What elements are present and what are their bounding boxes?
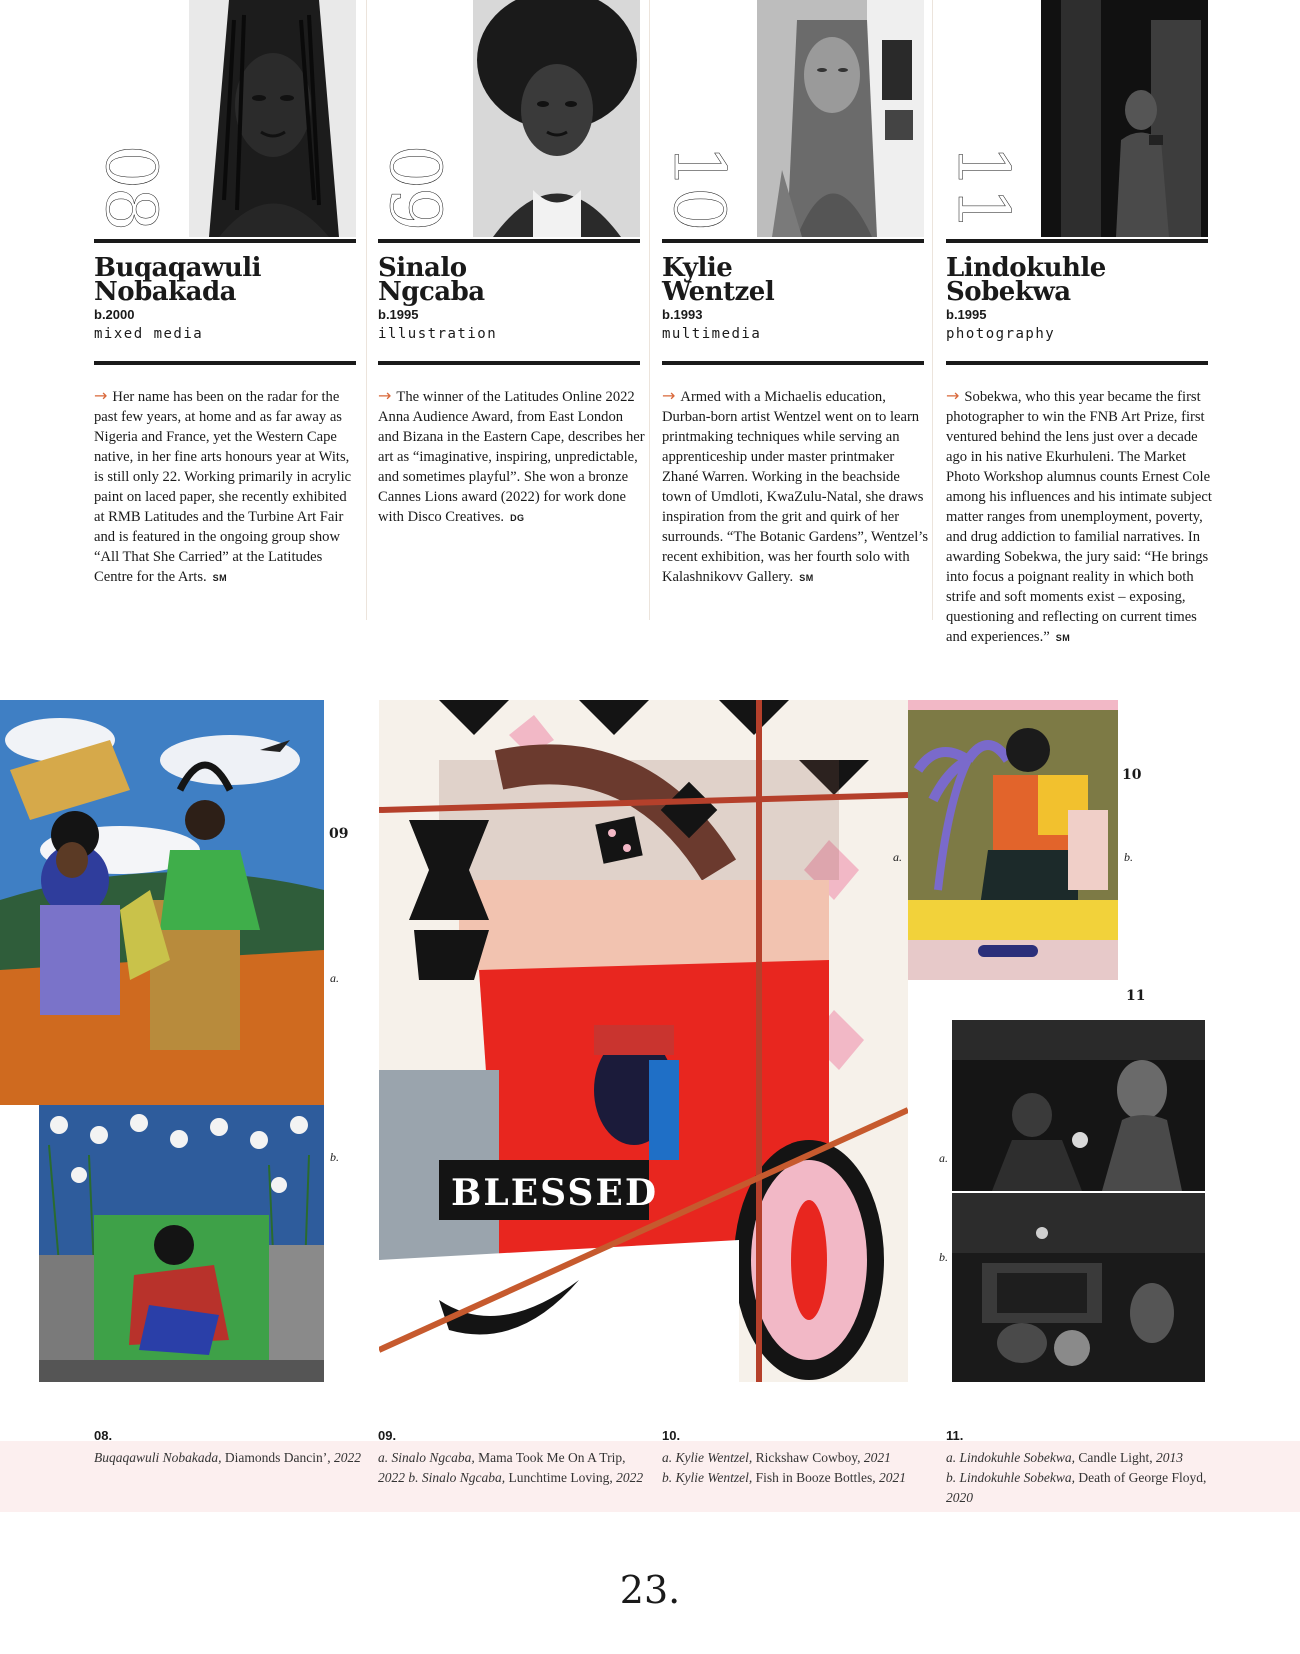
artwork-rickshaw-cowboy [908,700,1118,980]
artist-number: 08 [90,144,172,230]
column-divider [932,0,933,620]
author-initials: SM [799,573,814,583]
author-initials: SM [1055,633,1071,643]
divider-rule [94,239,356,243]
author-initials: SM [212,573,228,583]
artwork-lunchtime-loving [39,1105,324,1382]
plate-label-09: 09 [329,826,349,842]
artwork-death-of-george-floyd [952,1193,1205,1382]
plate-label-11: 11 [1126,988,1146,1004]
author-initials: DG [510,513,525,523]
caption-number: 10. [662,1428,681,1443]
artist-name: Buqaqawuli Nobakada [94,253,261,307]
blessed-text: BLESSED [451,1172,659,1214]
divider-rule [378,361,640,365]
page-number: 23. [619,1568,681,1612]
caption-number: 11. [946,1428,964,1443]
plate-letter-a: a. [939,1151,948,1165]
caption-text: a. Kylie Wentzel, Rickshaw Cowboy, 2021 b. Kylie Wentzel, Fish in Booze Bottles, 2021 [662,1450,907,1485]
caption-text: a. Sinalo Ngcaba, Mama Took Me On A Trip, 2022 b. Sinalo Ngcaba, Lunchtime Loving, 2022 [378,1450,644,1485]
artist-birth-year: b.1995 [378,307,419,322]
arrow-right-icon: → [378,386,392,405]
artist-portrait [189,0,356,237]
artist-medium: illustration [378,326,498,342]
plate-letter-b: b. [330,1150,339,1164]
artist-medium: photography [946,326,1056,342]
artwork-mama-took-me-on-a-trip [379,700,908,1382]
divider-rule [662,361,924,365]
artist-name: Sinalo Ngcaba [378,253,485,307]
caption-text: a. Lindokuhle Sobekwa, Candle Light, 2013 b. Lindokuhle Sobekwa, Death of George Floyd, 2020 [946,1450,1207,1505]
artist-birth-year: b.2000 [94,307,135,322]
divider-rule [946,239,1208,243]
divider-rule [378,239,640,243]
artist-bio: → Her name has been on the radar for the past few years, at home and as far away as Nigeria and France, yet the Western Cape native, in her fine arts honours year at Wits, is still only 22. Working primarily in acrylic paint on laced paper, she recently exhibited at RMB Latitudes and the Turbine Art Fair and is featured in the ongoing group show “All That She Carried” at the Latitudes Centre for the Arts. SM [94,386,352,585]
artist-bio: → Armed with a Michaelis education, Durban-born artist Wentzel went on to learn printmaking techniques while serving an apprenticeship under master printmaker Zhané Warren. Working in the beachside town of Umdloti, KwaZulu-Natal, she draws inspiration from the grit and quirk of her surrounds. “The Botanic Gardens”, Wentzel’s recent exhibition, was her fourth solo with Kalashnikovv Gallery. SM [662,386,929,585]
artist-number: 09 [374,144,456,230]
plate-letter-a: a. [893,850,902,864]
arrow-right-icon: → [94,386,108,405]
caption-number: 09. [378,1428,397,1443]
artwork-candle-light [952,1020,1205,1191]
artist-medium: multimedia [662,326,762,342]
artist-portrait [757,0,924,237]
artist-bio: → Sobekwa, who this year became the first photographer to win the FNB Art Prize, first ventured behind the lens just over a decade ago in his native Ekurhuleni. The Market Photo Workshop alumnus counts Ernest Cole among his influences and his intimate subject matter ranges from unemployment, poverty, and drug addiction to familial narratives. In awarding Sobekwa, the jury said: “He brings into focus a poignant reality in which both strife and soft moments exist – exposing, questioning and reflecting on current times and experiences.” SM [946,386,1212,645]
artist-portrait [1041,0,1208,237]
divider-rule [946,361,1208,365]
artist-portrait [473,0,640,237]
artist-birth-year: b.1993 [662,307,703,322]
arrow-right-icon: → [662,386,676,405]
divider-rule [94,361,356,365]
plate-letter-b: b. [939,1250,948,1264]
caption-text: Buqaqawuli Nobakada, Diamonds Dancin’, 2022 [94,1450,361,1465]
artist-birth-year: b.1995 [946,307,987,322]
arrow-right-icon: → [946,386,960,405]
artwork-diamonds-dancin [0,700,324,1105]
artist-name: Kylie Wentzel [662,253,775,307]
caption-number: 08. [94,1428,113,1443]
plate-letter-a: a. [330,971,339,985]
plate-label-10: 10 [1122,767,1142,783]
artist-name: Lindokuhle Sobekwa [946,253,1106,307]
artist-bio: → The winner of the Latitudes Online 2022 Anna Audience Award, from East London and Bizana in the Eastern Cape, describes her art as “imaginative, inspiring, unpredictable, and sometimes playful”. She won a bronze Cannes Lions award (2022) for work done with Disco Creatives. DG [378,386,645,525]
plate-letter-b: b. [1124,850,1133,864]
artist-number: 10 [658,144,740,230]
column-divider [366,0,367,620]
column-divider [649,0,650,620]
artist-medium: mixed media [94,326,204,342]
divider-rule [662,239,924,243]
artist-number: 11 [942,144,1024,230]
